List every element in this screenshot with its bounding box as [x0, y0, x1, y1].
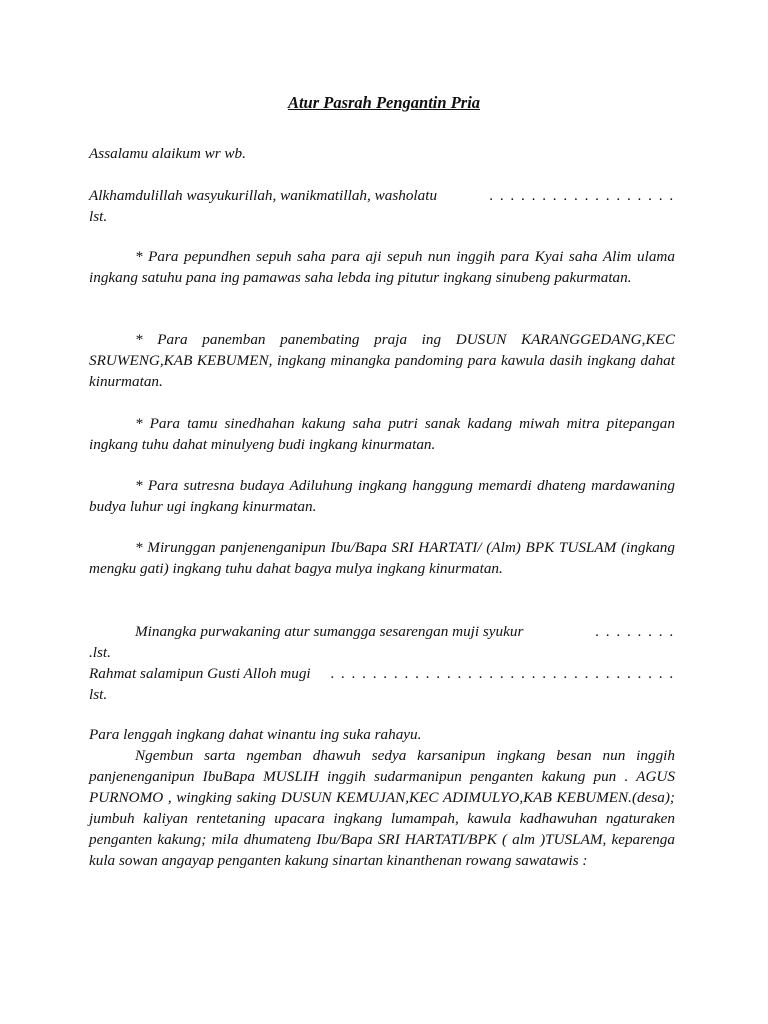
paragraph-tamu: * Para tamu sinedhahan kakung saha putri sanak kadang miwah mitra pitepangan ingkang tuhu dahat minulyeng budi ingkang kinurmatan.: [89, 415, 675, 453]
paragraph-pepundhen: * Para pepundhen sepuh saha para aji sepuh nun inggih para Kyai saha Alim ulama ingkang satuhu pana ing pamawas saha lebda ing pitutur ingkang sinubeng pakurmatan.: [89, 248, 675, 286]
opening-continuation: lst.: [89, 208, 108, 225]
paragraph-minangka: [89, 621, 675, 705]
opening-dots: . . . . . . . . . . . . . . . . . .: [489, 187, 675, 204]
opening-line: [89, 185, 675, 206]
opening-paragraph: [89, 185, 675, 227]
paragraph-mirunggan: * Mirunggan panjenenganipun Ibu/Bapa SRI HARTATI/ (Alm) BPK TUSLAM (ingkang mengku gati) ingkang tuhu dahat bagya mulya ingkang kinurmatan.: [89, 539, 675, 577]
paragraph-sutresna: * Para sutresna budaya Adiluhung ingkang hanggung memardi dhateng mardawaning budya luhur ugi ingkang kinurmatan.: [89, 477, 675, 515]
opening-text: Alkhamdulillah wasyukurillah, wanikmatillah, washolatu: [89, 187, 438, 204]
paragraph-ngembun: Ngembun sarta ngemban dhawuh sedya karsanipun ingkang besan nun inggih panjenenganipun IbuBapa MUSLIH inggih sudarmanipun penganten kakung pun . AGUS PURNOMO , wingking saking DUSUN KEMUJAN,KEC ADIMULYO,KAB KEBUMEN.(desa); jumbuh kaliyan rentetaning upacara ingkang lumampah, kawula kadhawuhan ngaturaken penganten kakung; mila dhumateng Ibu/Bapa SRI HARTATI/BPK ( alm )TUSLAM, keparenga kula sowan angayap penganten kakung sinartan kinanthenan rowang sawatawis :: [89, 747, 675, 869]
para-lenggah: Para lenggah ingkang dahat winantu ing suka rahayu.: [89, 726, 422, 743]
rahmat-text: Rahmat salamipun Gusti Alloh mugi: [89, 665, 311, 682]
minangka-line: [89, 621, 675, 642]
rahmat-dots: . . . . . . . . . . . . . . . . . . . . . . . . . . . . . . . . .: [330, 665, 675, 682]
paragraph-lenggah-group: [89, 724, 675, 871]
rahmat-line: [89, 663, 675, 684]
minangka-dots: . . . . . . . .: [595, 623, 675, 640]
document-title: Atur Pasrah Pengantin Pria: [287, 93, 481, 112]
greeting: Assalamu alaikum wr wb.: [89, 145, 246, 162]
minangka-text: Minangka purwakaning atur sumangga sesarengan muji syukur: [135, 623, 524, 640]
minangka-continuation: .lst.: [89, 644, 111, 661]
paragraph-panemban: * Para panemban panembating praja ing DUSUN KARANGGEDANG,KEC SRUWENG,KAB KEBUMEN, ingkang minangka pandoming para kawula dasih ingkang dahat kinurmatan.: [89, 331, 675, 390]
rahmat-continuation: lst.: [89, 686, 108, 703]
